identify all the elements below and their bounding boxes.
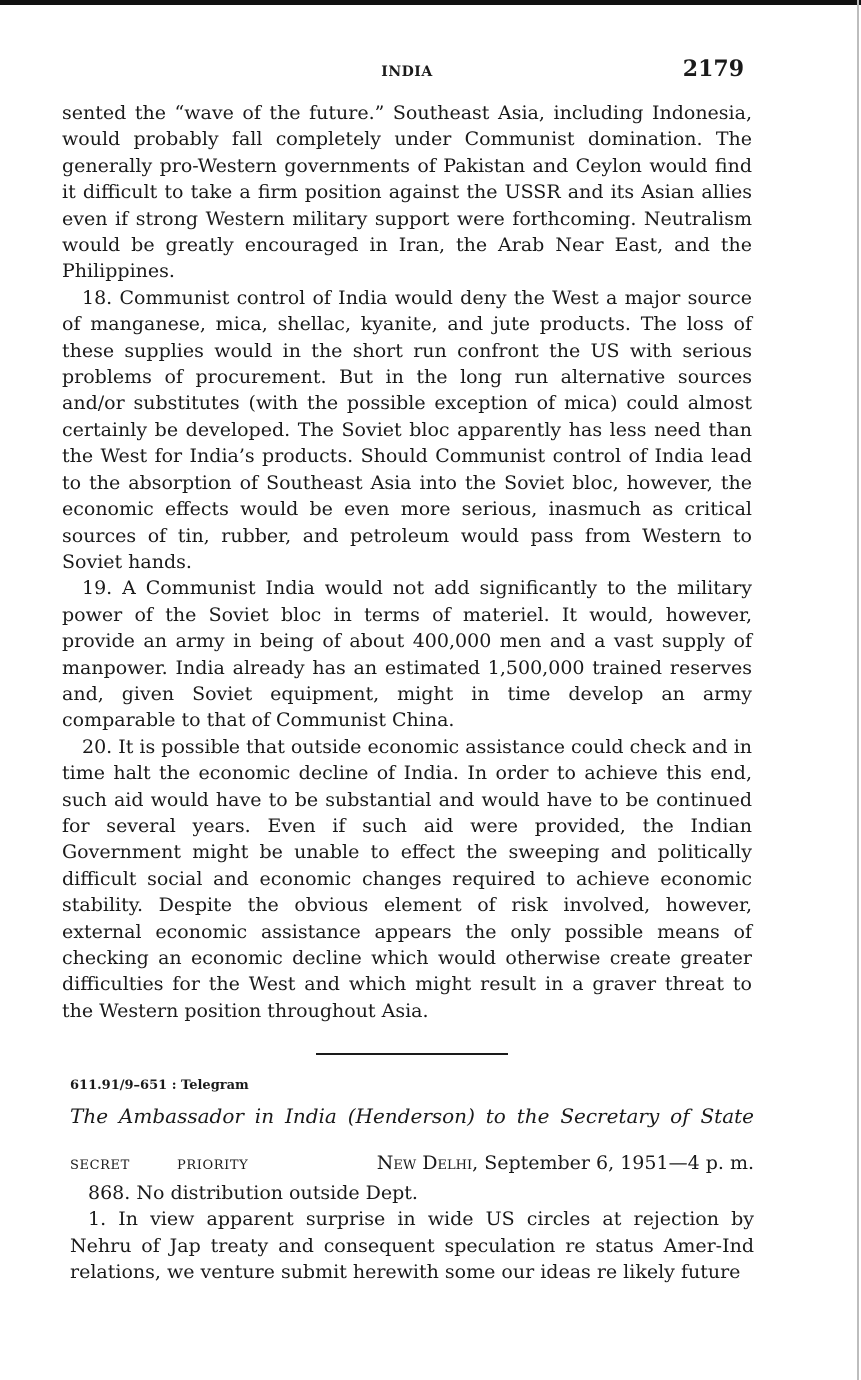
dateline <box>70 1152 754 1178</box>
section-divider <box>316 1053 508 1055</box>
date-time: , September 6, 1951—4 p. m. <box>472 1152 754 1174</box>
paragraph-continued: sented the “wave of the future.” Southeast Asia, including Indonesia, would probably fall completely under Communist domination. The generally pro-Western governments of Pakistan and Ceylon would find it difficult to take a firm position against the USSR and its Asian allies even if strong Western military support were forthcoming. Neutralism would be greatly encouraged in Iran, the Arab Near East, and the Philippines. <box>62 102 752 283</box>
top-border <box>0 0 861 5</box>
paragraph-19: 19. A Communist India would not add significantly to the military power of the Soviet bloc in terms of materiel. It would, however, provide an army in being of about 400,000 men and a vast supply of manpower. India already has an estimated 1,500,000 trained reserves and, given Soviet equipment, might in time develop an army comparable to that of Communist China. <box>62 577 752 732</box>
place-date <box>377 1152 754 1174</box>
running-head <box>62 56 752 88</box>
classification: SECRET <box>70 1158 130 1173</box>
body-text <box>62 100 752 1024</box>
file-reference: 611.91/9–651 : Telegram <box>70 1078 249 1093</box>
paragraph-18: 18. Communist control of India would deny the West a major source of manganese, mica, shellac, kyanite, and jute products. The loss of these supplies would in the short run confront the US with serious problems of procurement. But in the long run alternative sources and/or substitutes (with the possible exception of mica) could almost certainly be developed. The Soviet bloc apparently has less need than the West for India’s products. Should Communist control of India lead to the absorption of Southeast Asia into the Soviet bloc, however, the economic effects would be even more serious, inasmuch as critical sources of tin, rubber, and petroleum would pass from Western to Soviet hands. <box>62 286 752 573</box>
telegram-number: 868. No distribution outside Dept. <box>88 1182 418 1204</box>
paragraph-20: 20. It is possible that outside economic assistance could check and in time halt the economic decline of India. In order to achieve this end, such aid would have to be substantial and would have to be continued for several years. Even if such aid were provided, the Indian Government might be unable to effect the sweeping and politically difficult social and economic changes required to achieve economic stability. Despite the obvious element of risk involved, however, external economic assistance appears the only possible means of checking an economic decline which would otherwise create greater difficulties for the West and which might result in a graver threat to the Western position throughout Asia. <box>62 735 753 1022</box>
telegram-paragraph-1: 1. In view apparent surprise in wide US circles at rejection by Nehru of Jap treaty and consequent speculation re status Amer-Ind relations, we venture submit herewith some our ideas re likely future <box>70 1208 754 1284</box>
running-head-title: INDIA <box>381 64 433 80</box>
priority: PRIORITY <box>177 1158 249 1173</box>
place-name: New Delhi <box>376 1152 473 1174</box>
page-edge <box>857 0 859 1380</box>
telegram-body <box>70 1180 754 1286</box>
document-title: The Ambassador in India (Henderson) to the Secretary of State <box>70 1104 754 1128</box>
page-number: 2179 <box>682 56 744 82</box>
